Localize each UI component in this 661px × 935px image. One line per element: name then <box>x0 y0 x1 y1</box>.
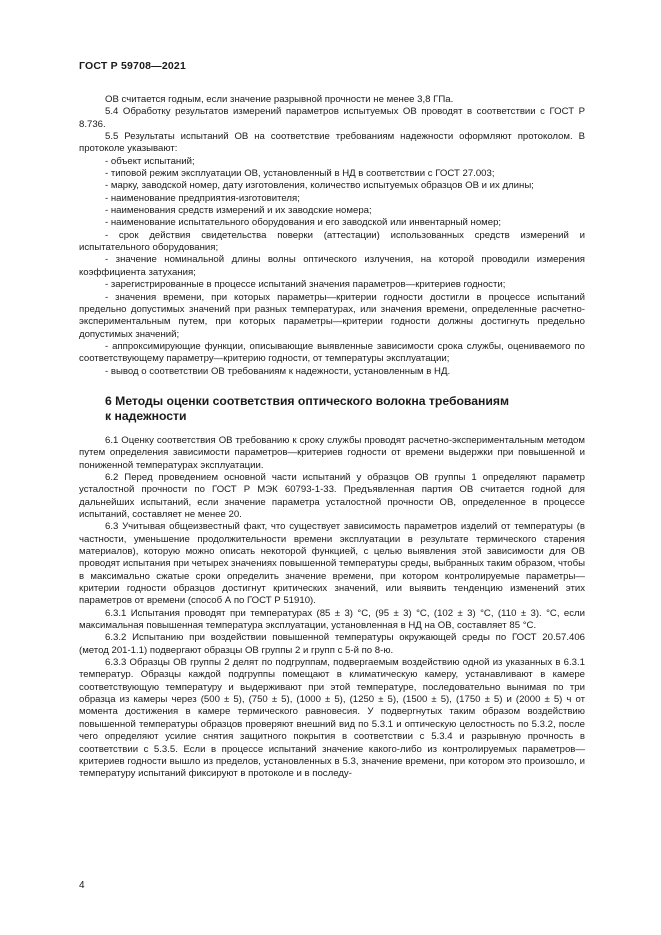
list-item: - наименования средств измерений и их заводские номера; <box>105 205 372 217</box>
list-item: - вывод о соответствии ОВ требованиям к надежности, установленным в НД. <box>105 365 451 377</box>
list-item: - зарегистрированные в процессе испытаний значения параметров—критериев годности; <box>105 279 506 291</box>
list-item: - наименование испытательного оборудования и его заводской или инвентарный номер; <box>105 217 502 229</box>
paragraph: 6.3.2 Испытанию при воздействии повышенной температуры окружающей среды по ГОСТ 20.57.406 (метод 201-1.1) подвергают образцы ОВ группы 2 и групп с 5-й по 8-ю. <box>79 632 585 656</box>
section-heading-line2: к надежности <box>105 409 187 424</box>
section-heading <box>79 394 585 425</box>
list-item: - объект испытаний; <box>105 155 195 167</box>
paragraph: 5.4 Обработку результатов измерений параметров испытуемых ОВ проводят в соответствии с ГОСТ Р 8.736. <box>79 106 585 130</box>
list-item: - значение номинальной длины волны оптического излучения, на которой проводили измерения коэффициента затухания; <box>79 254 585 278</box>
list-item: - марку, заводской номер, дату изготовления, количество испытуемых образцов ОВ и их длины; <box>105 180 534 192</box>
list-item: - наименование предприятия-изготовителя; <box>105 192 300 204</box>
list-item: - срок действия свидетельства поверки (аттестации) использованных средств измерений и испытательного оборудования; <box>79 229 585 254</box>
list-item: - значения времени, при которых параметры—критерии годности достигли в процессе испытаний предельно допустимых значений при разных температурах, или значения времени, определенные расчетно-экспериментальным путем, при которых параметры—критерии годности должны достигнуть предельно допустимых значений; <box>79 291 585 340</box>
page-number: 4 <box>79 880 85 891</box>
paragraph: 6.3 Учитывая общеизвестный факт, что существует зависимость параметров изделий от температуры (в частности, уменьшение продолжительности времени эксплуатации в результате термического старения материалов), которую можно описать некоторой функцией, с целью выявления этой зависимости для ОВ проводят испытания при четырех значениях повышенной температуры среды, выбранных таким образом, чтобы в максимально сжатые сроки определить значение времени, при котором контролируемые параметры—критерии годности образцов достигнут критических значений, или выявить тенденцию изменений этих параметров от времени (способ А по ГОСТ Р 51910). <box>79 521 585 607</box>
paragraph: 6.1 Оценку соответствия ОВ требованию к сроку службы проводят расчетно-экспериментальным методом путем определения зависимости параметров—критериев годности от времени выдержки при повышенной и пониженной температурах эксплуатации. <box>79 434 585 471</box>
list-item: - аппроксимирующие функции, описывающие выявленные зависимости срока службы, оцениваемого по соответствующему параметру—критерию годности, от температуры эксплуатации; <box>79 340 585 365</box>
paragraph: 6.2 Перед проведением основной части испытаний у образцов ОВ группы 1 определяют параметр усталостной прочности по ГОСТ Р МЭК 60793-1-33. Предъявленная партия ОВ считается годной для дальнейших испытаний, если значение параметра усталостной прочности ОВ, определенное в процессе испытаний, составляет не менее 20. <box>79 471 585 520</box>
paragraph: ОВ считается годным, если значение разрывной прочности не менее 3,8 ГПа. <box>105 94 454 105</box>
paragraph: 6.3.3 Образцы ОВ группы 2 делят по подгруппам, подвергаемым воздействию одной из указанных в 6.3.1 температур. Образцы каждой подгруппы помещают в климатическую камеру, устанавливают в камере соответствующую температуру и выдерживают при этой температуре, последовательно вынимая по три образца из камеры через (500 ± 5), (750 ± 5), (1000 ± 5), (1250 ± 5), (1500 ± 5), (1750 ± 5) и (2000 ± 5) ч от момента достижения в камере термического равновесия. У подвергнутых таким образом воздействию повышенной температуры образцов проверяют внешний вид по 5.3.1 и оптическую целостность по 5.3.2, после чего определяют усилие снятия защитного покрытия в соответствии с 5.3.4 и разрывную прочность в соответствии с 5.3.5. Если в процессе испытаний значение какого-либо из контролируемых параметров—критериев годности вышло из пределов, установленных в 5.3, значение времени, при котором это произошло, и температуру испытаний фиксируют в протоколе и в последу- <box>79 657 585 780</box>
paragraph: 5.5 Результаты испытаний ОВ на соответствие требованиям надежности оформляют протоколом. В протоколе указывают: <box>79 131 585 155</box>
section-heading-line1: 6 Методы оценки соответствия оптического волокна требованиям <box>105 393 510 408</box>
paragraph: 6.3.1 Испытания проводят при температурах (85 ± 3) °С, (95 ± 3) °С, (102 ± 3) °С, (110 ± 3). °С, если максимальная повышенная температура эксплуатации, установленная в НД на ОВ, составляет 85 °С. <box>79 607 585 632</box>
document-body <box>79 94 585 781</box>
standard-header: ГОСТ Р 59708—2021 <box>79 60 187 72</box>
list-item: - типовой режим эксплуатации ОВ, установленный в НД в соответствии с ГОСТ 27.003; <box>105 168 495 180</box>
